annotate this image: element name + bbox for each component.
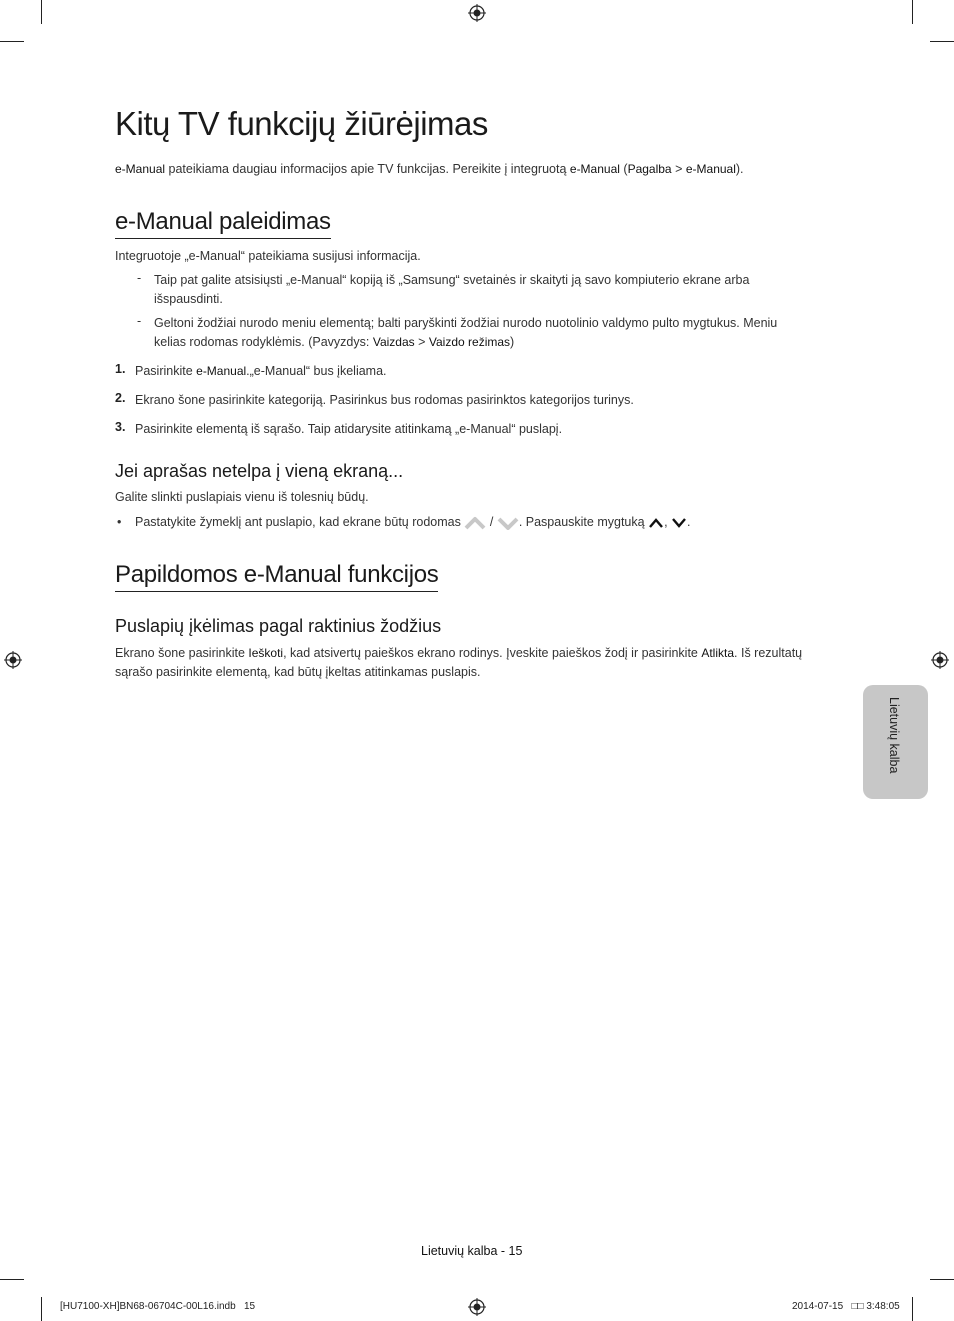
chevron-down-icon <box>671 517 687 529</box>
subsection-heading: Puslapių įkėlimas pagal raktinius žodžius <box>115 616 442 636</box>
print-timestamp: 2014-07-15 □□ 3:48:05 <box>792 1301 900 1312</box>
scroll-down-icon <box>497 516 519 530</box>
crop-mark <box>912 1297 913 1321</box>
section-lead: Integruotoje „e-Manual“ pateikiama susijusi informacija. <box>115 249 421 263</box>
registration-mark-icon <box>931 651 949 669</box>
crop-mark <box>912 0 913 24</box>
section-heading: e-Manual paleidimas <box>115 208 331 239</box>
page-number: Lietuvių kalba - 15 <box>421 1244 523 1258</box>
chevron-up-icon <box>648 517 664 529</box>
page-title: Kitų TV funkcijų žiūrėjimas <box>115 105 488 142</box>
step-number: 3. <box>115 420 126 434</box>
menu-term: Vaizdo režimas <box>428 335 511 349</box>
step-number: 2. <box>115 391 126 405</box>
step-number: 1. <box>115 362 126 376</box>
menu-term: e-Manual <box>569 162 620 176</box>
section-heading: Papildomos e-Manual funkcijos <box>115 561 438 592</box>
menu-term: e-Manual <box>196 364 247 378</box>
dash-bullet: - <box>137 314 142 328</box>
registration-mark-icon <box>468 1298 486 1316</box>
crop-mark <box>930 1279 954 1280</box>
crop-mark <box>41 0 42 24</box>
menu-term: e-Manual <box>115 162 166 176</box>
crop-mark <box>0 1279 24 1280</box>
note-text: Geltoni žodžiai nurodo meniu elementą; balti paryškinti žodžiai nurodo nuotolinio valdymo pulto mygtukus. Meniu kelias rodomas rodyklėmis. (Pavyzdys: Vaizdas > Vaizdo režimas) <box>154 316 778 349</box>
crop-mark <box>0 41 24 42</box>
bullet-text: Pastatykite žymeklį ant puslapio, kad ekrane būtų rodomas / . Paspauskite mygtuką , . <box>135 515 691 529</box>
subsection-heading: Jei aprašas netelpa į vieną ekraną... <box>115 461 404 481</box>
crop-mark <box>41 1297 42 1321</box>
menu-term: Ieškoti <box>248 646 284 660</box>
bullet: • <box>117 515 122 529</box>
scroll-up-icon <box>464 516 486 530</box>
crop-mark <box>930 41 954 42</box>
dash-bullet: - <box>137 271 142 285</box>
language-side-tab: Lietuvių kalba <box>863 685 928 799</box>
menu-term: e-Manual <box>685 162 736 176</box>
subsection-lead: Galite slinkti puslapiais vienu iš tolesnių būdų. <box>115 490 369 504</box>
section-paragraph: Ekrano šone pasirinkite Ieškoti, kad atsivertų paieškos ekrano rodinys. Įveskite paieškos žodį ir pasirinkite Atlikta. Iš rezultatų sąrašo pasirinkite elementą, kad būtų įkeltas atitinkamas puslapis. <box>115 646 803 679</box>
step-text: Ekrano šone pasirinkite kategoriją. Pasirinkus bus rodomas pasirinktos kategorijos turinys. <box>135 393 634 407</box>
intro-paragraph: e-Manual pateikiama daugiau informacijos apie TV funkcijas. Pereikite į integruotą e-Manual (Pagalba > e-Manual). <box>115 162 744 176</box>
menu-term: Atlikta <box>701 646 735 660</box>
menu-term: Pagalba <box>627 162 672 176</box>
registration-mark-icon <box>4 651 22 669</box>
menu-term: Vaizdas <box>372 335 415 349</box>
step-text: Pasirinkite e-Manual.„e-Manual“ bus įkeliama. <box>135 364 387 378</box>
registration-mark-icon <box>468 4 486 22</box>
print-file-info: [HU7100-XH]BN68-06704C-00L16.indb 15 <box>60 1301 256 1312</box>
step-text: Pasirinkite elementą iš sąrašo. Taip atidarysite atitinkamą „e-Manual“ puslapį. <box>135 422 563 436</box>
note-text: Taip pat galite atsisiųsti „e-Manual“ kopiją iš „Samsung“ svetainės ir skaityti ją savo kompiuterio ekrane arba išspausdinti. <box>154 273 750 306</box>
